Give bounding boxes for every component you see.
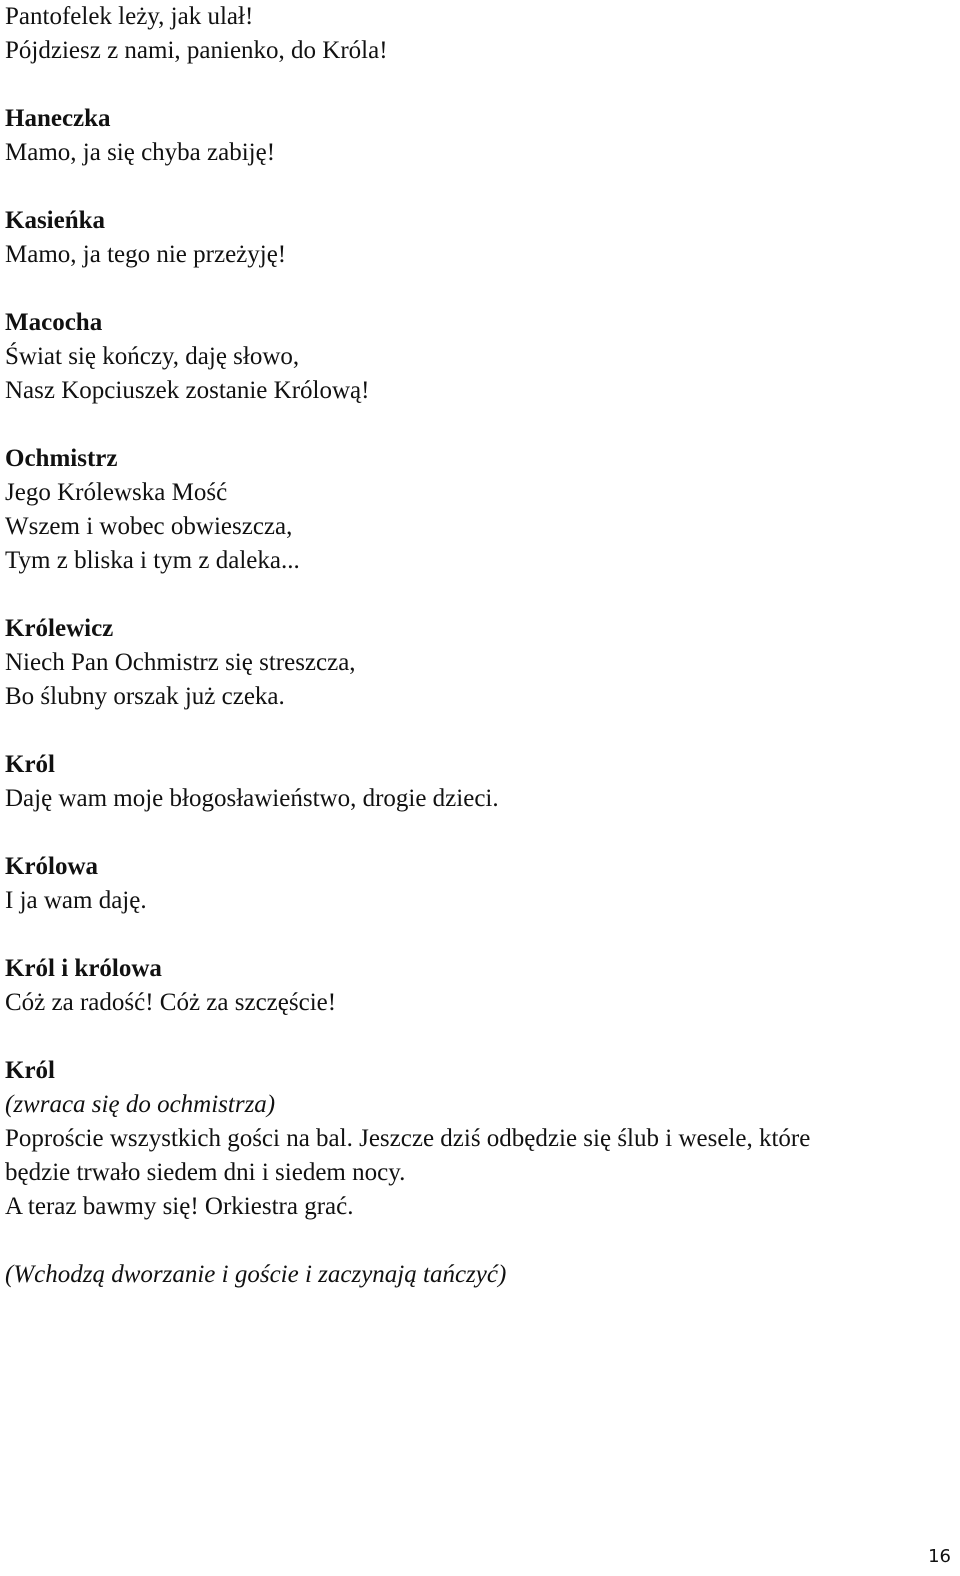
dialogue-block <box>5 442 955 578</box>
dialogue-block <box>5 0 955 68</box>
speaker-name: Król <box>5 751 55 778</box>
dialogue-block <box>5 102 955 170</box>
speaker-name: Macocha <box>5 309 103 336</box>
speaker-name: Królowa <box>5 853 99 880</box>
dialogue-line: Bo ślubny orszak już czeka. <box>5 683 285 710</box>
dialogue-line: I ja wam daję. <box>5 887 147 914</box>
dialogue-line: Mamo, ja się chyba zabiję! <box>5 139 276 166</box>
dialogue-line: Niech Pan Ochmistrz się streszcza, <box>5 649 356 676</box>
dialogue-line: Tym z bliska i tym z daleka... <box>5 547 300 574</box>
dialogue-line: Wszem i wobec obwieszcza, <box>5 513 293 540</box>
dialogue-block <box>5 204 955 272</box>
dialogue-line: Świat się kończy, daję słowo, <box>5 343 300 370</box>
dialogue-line: Mamo, ja tego nie przeżyję! <box>5 241 287 268</box>
speaker-name: Królewicz <box>5 615 114 642</box>
dialogue-line: Nasz Kopciuszek zostanie Królową! <box>5 377 370 404</box>
dialogue-block <box>5 850 955 918</box>
dialogue-line: A teraz bawmy się! Orkiestra grać. <box>5 1193 354 1220</box>
speaker-name: Haneczka <box>5 105 111 132</box>
dialogue-block <box>5 952 955 1020</box>
dialogue-line: Cóż za radość! Cóż za szczęście! <box>5 989 337 1016</box>
speaker-name: Król <box>5 1057 55 1084</box>
dialogue-line: Jego Królewska Mość <box>5 479 228 506</box>
speaker-name: Kasieńka <box>5 207 106 234</box>
dialogue-block <box>5 306 955 408</box>
speaker-name: Król i królowa <box>5 955 162 982</box>
dialogue-line: Pantofelek leży, jak ulał! <box>5 3 254 30</box>
stage-direction: (Wchodzą dworzanie i goście i zaczynają tańczyć) <box>5 1261 507 1288</box>
dialogue-block <box>5 612 955 714</box>
dialogue-block <box>5 1054 955 1224</box>
stage-direction: (zwraca się do ochmistrza) <box>5 1091 276 1118</box>
dialogue-line: będzie trwało siedem dni i siedem nocy. <box>5 1159 406 1186</box>
dialogue-block <box>5 748 955 816</box>
dialogue-line: Poproście wszystkich gości na bal. Jeszcze dziś odbędzie się ślub i wesele, które <box>5 1125 811 1152</box>
page-number: 16 <box>928 1546 951 1567</box>
dialogue-block <box>5 1258 955 1292</box>
document-page <box>5 0 955 1292</box>
speaker-name: Ochmistrz <box>5 445 118 472</box>
dialogue-line: Daję wam moje błogosławieństwo, drogie dzieci. <box>5 785 499 812</box>
dialogue-line: Pójdziesz z nami, panienko, do Króla! <box>5 37 388 64</box>
